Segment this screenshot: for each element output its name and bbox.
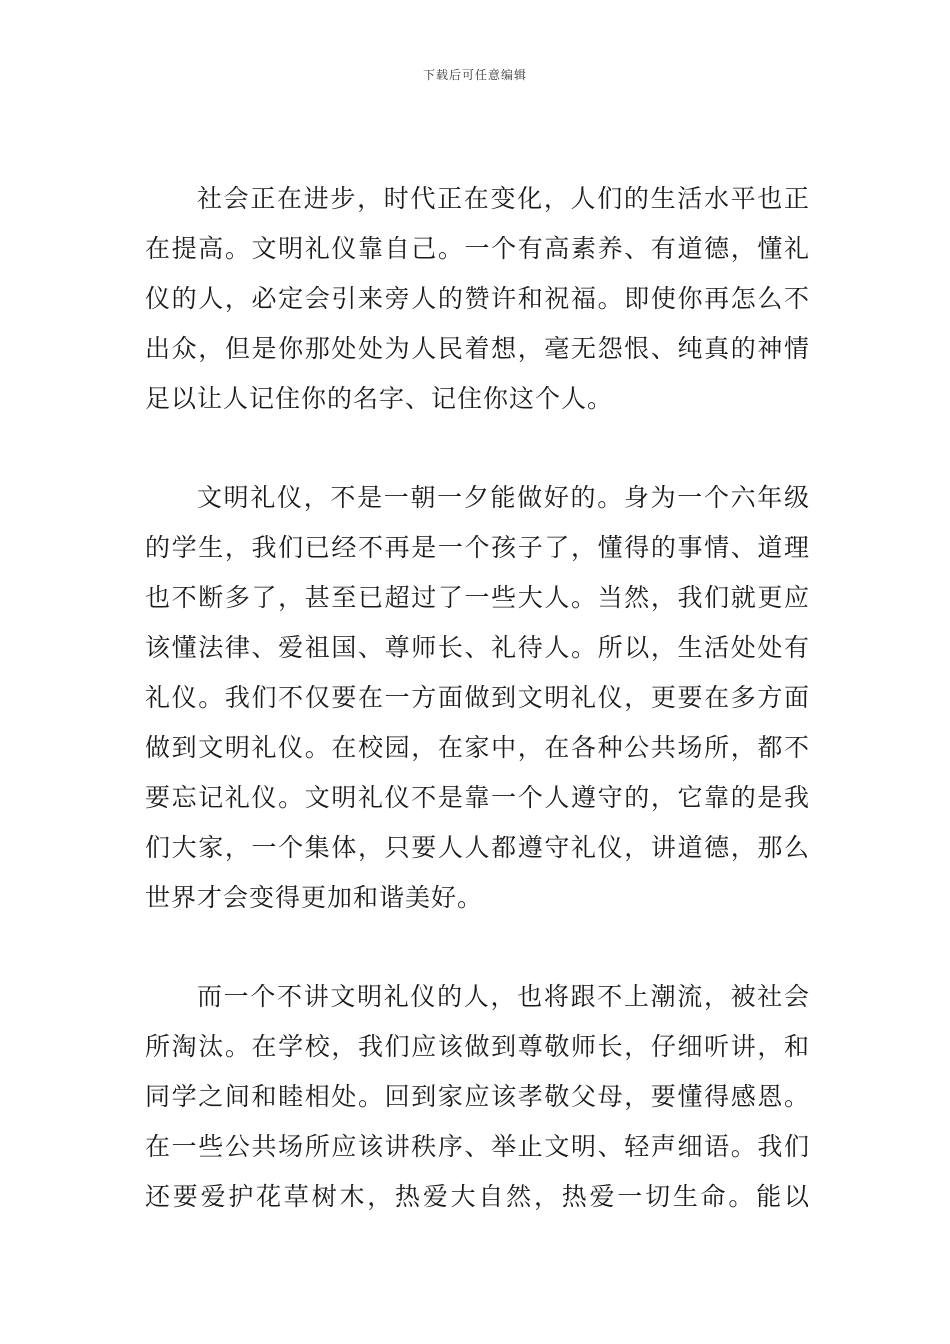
paragraph-line: 在一些公共场所应该讲秩序、举止文明、轻声细语。我们 <box>145 1132 810 1161</box>
paragraph-1 <box>145 174 810 424</box>
paragraph-line: 世界才会变得更加和谐美好。 <box>145 883 484 912</box>
paragraph-line: 要忘记礼仪。文明礼仪不是靠一个人遵守的，它靠的是我 <box>145 783 810 812</box>
paragraph-line: 还要爱护花草树木，热爱大自然，热爱一切生命。能以 <box>145 1182 810 1211</box>
paragraph-line: 文明礼仪，不是一朝一夕能做好的。身为一个六年级 <box>197 483 810 512</box>
paragraph-line: 该懂法律、爱祖国、尊师长、礼待人。所以，生活处处有 <box>145 633 810 662</box>
paragraph-line: 的学生，我们已经不再是一个孩子了，懂得的事情、道理 <box>145 533 810 562</box>
paragraph-line: 足以让人记住你的名字、记住你这个人。 <box>145 384 614 413</box>
paragraph-line: 做到文明礼仪。在校园，在家中，在各种公共场所，都不 <box>145 733 810 762</box>
paragraph-line: 们大家，一个集体，只要人人都遵守礼仪，讲道德，那么 <box>145 833 810 862</box>
paragraph-3 <box>145 972 810 1222</box>
page-header: 下载后可任意编辑 <box>422 68 527 82</box>
paragraph-2 <box>145 473 810 923</box>
paragraph-line: 同学之间和睦相处。回到家应该孝敬父母，要懂得感恩。 <box>145 1082 810 1111</box>
paragraph-line: 礼仪。我们不仅要在一方面做到文明礼仪，更要在多方面 <box>145 683 810 712</box>
paragraph-line: 而一个不讲文明礼仪的人，也将跟不上潮流，被社会 <box>197 982 810 1011</box>
paragraph-line: 在提高。文明礼仪靠自己。一个有高素养、有道德，懂礼 <box>145 234 810 263</box>
paragraph-line: 社会正在进步，时代正在变化，人们的生活水平也正 <box>197 184 810 213</box>
paragraph-line: 出众，但是你那处处为人民着想，毫无怨恨、纯真的神情 <box>145 334 810 363</box>
paragraph-line: 仪的人，必定会引来旁人的赞许和祝福。即使你再怎么不 <box>145 284 810 313</box>
paragraph-line: 也不断多了，甚至已超过了一些大人。当然，我们就更应 <box>145 583 810 612</box>
paragraph-line: 所淘汰。在学校，我们应该做到尊敬师长，仔细听讲，和 <box>145 1032 810 1061</box>
